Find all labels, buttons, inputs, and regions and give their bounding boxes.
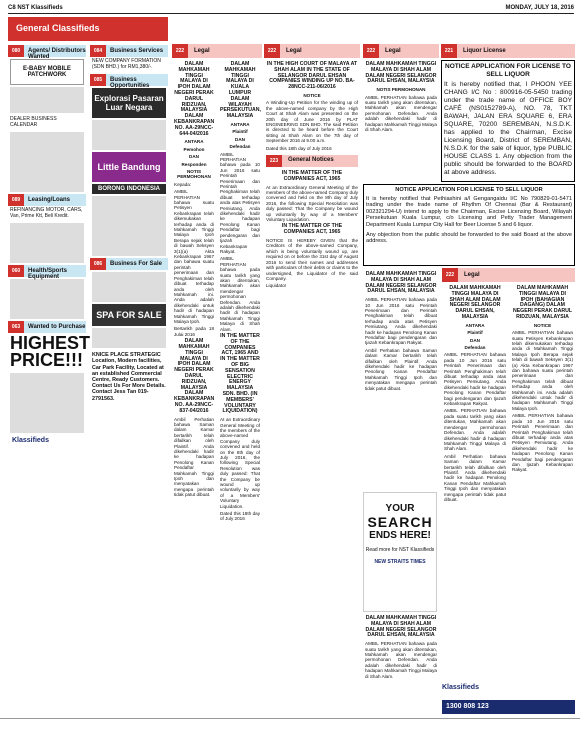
legal-column-6 (510, 284, 575, 682)
legal-column-4c (363, 614, 439, 714)
legal-title: DALAM MAHKAMAH TINGGI MALAYA DI SHAH ALAM DALAM NEGERI SELANGOR DARUL EHSAN, MALAYSIA (365, 61, 437, 85)
little-bandung-ad: Little Bandung (92, 152, 166, 182)
legal-title: IN THE MATTER OF THE COMPANIES ACT, 1965 (281, 170, 343, 182)
legal-responden: Responden (181, 161, 207, 167)
klassifieds-brand: Klassifieds (442, 684, 479, 691)
knice-place-ad: KNICE PLACE STRATEGIC Location, Modern facilities, Car Park Facility, Located at an established Commercial Centre, Ready Customers. Contact Us For More Details. Contact Jess Tan 019-2791563. (92, 352, 166, 402)
legal-column-2 (218, 60, 262, 714)
legal-title: DALAM MAHKAMAH TINGGI MALAYA DI IPOH (BAHAGIAN DAGANG) DALAM NEGERI PERAK DARUL RIDZUAN, MALAYSIA (512, 285, 573, 320)
legal-body: At an Extraordinary General Meeting of the members of the above-named Company duly convened and held on the 8th day of July 2016, the following Special Resolution was duly passed: That the Company be wound up voluntarily by way of a Members' Voluntary Liquidation. (266, 184, 358, 223)
legal-defendan: Defendan (229, 144, 251, 150)
category-label: Wanted to Purchase (28, 324, 86, 331)
general-left-subcol (8, 43, 91, 446)
section-number: 223 (266, 155, 282, 167)
category-business-sale (90, 258, 168, 270)
search-ends-here-ad (363, 492, 437, 612)
legal-body: AMBIL PERHATIAN bahawa pada 10 Jun 2016 satu Perintah Penerimaan dan Perintah Penghakiman telah dibuat terhadap anda atas Petisyen Pemiutang. Anda dikehendaki hadir ke hadapan Penolong Kanan Pendaftar bagi pendengaran dan Ijazah Kebankrapan Rakyat. (365, 297, 437, 346)
legal-notice: NOTICE (533, 322, 552, 328)
legal-body: Ambil Perhatian bahawa Saman dalam Kamar bertarikh telah difailkan oleh Plaintif. Anda dikehendaki hadir ke hadapan Penolong Kanan Pendaftar Mahkamah Tinggi Ipoh dan menyatakan mengapa perintah tidak patut dibuat. (365, 347, 437, 391)
category-label: Business For Sale (110, 261, 163, 268)
legal-column-1 (172, 60, 216, 714)
klassifieds-logo: Klassifieds (12, 437, 49, 445)
ad-nst: NEW STRAITS TIMES (374, 559, 426, 565)
section-label: Legal (464, 272, 480, 278)
spa-for-sale-ad: SPA FOR SALE (92, 304, 166, 326)
section-number: 222 (264, 44, 280, 58)
bandung-text (92, 196, 166, 256)
legal-title: DALAM MAHKAMAH TINGGI MALAYA DI SHAH ALAM DALAM NEGERI SELANGOR DARUL EHSAN, MALAYSIA (365, 615, 437, 639)
section-label: General Notices (288, 157, 334, 164)
legal-notice: NOTICE (303, 92, 321, 98)
company-formation-ad: NEW COMPANY FORMATION (SDN BHD.) for RM1,380/-. (92, 58, 161, 70)
section-legal-3 (363, 44, 439, 58)
legal-column-3 (264, 60, 360, 714)
category-label: Agents/ Distributors Wanted (28, 48, 86, 60)
category-number: 063 (8, 321, 24, 333)
section-legal-4 (442, 268, 575, 282)
legal-antara: ANTARA (184, 139, 204, 145)
ad-search: SEARCH (367, 514, 433, 530)
legal-dan: DAN (235, 136, 245, 142)
category-number: 086 (90, 258, 106, 270)
refinancing-ad: REFINANCING MOTOR, CARS, Van, Prime Ktt, Beli Kredit. (10, 207, 83, 219)
legal-dated: Dated this 18th day of July 2016 (266, 145, 332, 151)
legal-body: NOTICE IS HEREBY GIVEN that the Creditors of the above-named Company, which is being voluntarily wound up, are required on or before the 31st day of August 2016 to send their names and addresses with particulars of their debts or claims to the undersigned, the Liquidator of the said Company. (266, 238, 358, 281)
liquor-notice-objection: Any objection from the public should be forwarded to the said Board at the above address. (366, 231, 572, 245)
general-classifieds-title: General Classifieds (8, 17, 168, 41)
legal-pemohon: Pemohon (183, 146, 205, 152)
legal-dan: DAN (189, 154, 199, 160)
section-label: Legal (194, 48, 210, 54)
legal-defendan: Defendan (464, 345, 486, 350)
legal-body: Ambil Perhatian bahawa Saman dalam Kamar bertarikh telah difailkan oleh Plaintif. Anda dikehendaki hadir ke hadapan Penolong Kanan Pendaftar Mahkamah Tinggi Ipoh dan menyatakan mengapa perintah tidak patut dibuat. (174, 416, 214, 498)
category-label: Leasing/Loans (28, 197, 71, 204)
ebaby-ad: E-BABY MOBILE PATCHWORK (10, 59, 84, 85)
category-label: Health/Sports Equipment (28, 268, 68, 281)
legal-title: IN THE MATTER OF THE COMPANIES ACT, 1965 AND IN THE MATTER OF BIG SENSATION ELECTRIC ENERGY MALAYSIA SDN. BHD. (IN MEMBERS' VOLUNTARY LIQUIDATION) (220, 333, 260, 415)
wig-image (10, 132, 84, 192)
section-general-notices (266, 155, 358, 167)
legal-plaintif: Plaintif (467, 330, 483, 336)
legal-title: DALAM MAHKAMAH TINGGI MALAYA DI SHAH ALAM DALAM NEGERI SELANGOR DARUL EHSAN, MALAYSIA (365, 271, 437, 295)
legal-title: IN THE MATTER OF THE COMPANIES ACT, 1965 (281, 223, 343, 236)
category-agents (8, 45, 86, 60)
legal-notis: NOTIS PERMOHONAN (376, 87, 426, 93)
section-liquor (441, 44, 575, 58)
category-label: Business Opportunities (110, 77, 150, 90)
section-label: Liquor License (463, 48, 506, 54)
health-ad-image (10, 279, 84, 319)
liquor-notice-2 (363, 184, 575, 266)
category-leasing (8, 194, 86, 206)
business-sale-text (92, 272, 166, 302)
legal-kepada: Kepada: (174, 181, 192, 187)
legal-body: AMBIL PERHATIAN bahawa pada suatu tarikh yang akan ditentukan, Mahkamah akan mendengar permohonan Defendan. Anda adalah dikehendaki hadir di hadapan Mahkamah Tinggi Malaya di Shah Alam. (365, 94, 437, 133)
header-date: MONDAY, JULY 18, 2016 (505, 5, 574, 11)
section-number: 222 (172, 44, 188, 58)
car-image (10, 223, 84, 263)
general-right-subcol (90, 43, 168, 404)
legal-liquidator: Liquidator (266, 283, 287, 289)
category-health (8, 265, 86, 281)
liquor-notice-title: NOTICE APPLICATION FOR LICENSE TO SELL LIQUOR (395, 187, 543, 193)
section-legal-2 (264, 44, 360, 58)
legal-title: DALAM MAHKAMAH TINGGI MALAYA DI KUALA LUMPUR DALAM WILAYAH PERSEKUTUAN, MALAYSIA (220, 61, 261, 120)
legal-title: DALAM MAHKAMAH TINGGI MALAYA DI SHAH ALAM DALAM NEGERI SELANGOR DARUL EHSAN, MALAYSIA (449, 285, 501, 320)
section-number: 221 (441, 44, 457, 58)
legal-body: Ambil Perhatian bahawa Saman dalam Kamar bertarikh telah difailkan oleh Plaintif. Anda dikehendaki hadir ke hadapan Penolong Kanan Pendaftar Mahkamah Tinggi Ipoh dan menyatakan mengapa perintah tidak patut dibuat. (444, 453, 506, 502)
legal-column-4b (363, 270, 439, 490)
liquor-notice-1 (441, 60, 575, 182)
section-number: 222 (442, 268, 458, 282)
legal-dan: DAN (470, 337, 480, 343)
section-label: Legal (286, 48, 302, 54)
category-number: 085 (90, 74, 106, 86)
ebaby-image (10, 87, 84, 113)
category-label: Business Services (110, 48, 164, 54)
legal-column-4 (363, 60, 439, 180)
ad-subtext: Read more for NST Klassifieds (365, 547, 435, 553)
legal-body: AMBIL PERHATIAN bahawa suatu Petisyen Kebankrapan telah dikemukakan terhadap anda di Mahkamah Tinggi Malaya Ipoh Berapa sejak telah di bawah Seksyen 3(1)(a) Akta Kebankrapan 1967 dan bahawa suatu perintah penerimaan dan Penghakiman telah dibuat terhadap anda oleh Mahkamah ini. Anda adalah dikehendaki untuk hadir di hadapan Mahkamah Tinggi Malaya Ipoh. (174, 189, 214, 324)
gold-ad-text (10, 373, 84, 433)
category-business-opp (90, 74, 168, 90)
liquor-notice-body: It is hereby notified that, I PHOON YEE CHANG I/C No : 800916-05-5450 trading under the trade name of OFFICE BOY CAFÉ (NS0152789-A), NO. 78, TKT BAWAH, JALAN ERA SQUARE 6, ERA SQUARE, 70200 SEREMBAN, N.S.D.K. has applied to the Chairman, Excise Licensing Board, District of SEREMBAN, N.S.D.K for the sale of liquor, type PUBLIC HOUSE CLASS 1. Any objection from the public should be forwarded to the BOARD at above address. (444, 81, 572, 176)
legal-body: At an Extraordinary General Meeting of the members of the above-named Company duly convened and held on the 8th day of July 2016, the following Special Resolution was duly passed: That the Company be wound up voluntarily by way of a Members' Voluntary Liquidation. (220, 417, 260, 509)
legal-antara: ANTARA (230, 121, 250, 127)
legal-body: AMBIL PERHATIAN bahawa pada suatu tarikh yang akan ditentukan, Mahkamah akan mendengar permohonan Defendan. Anda adalah dikehendaki hadir di hadapan Mahkamah Tinggi Malaya di Shah Alam. (444, 408, 506, 452)
section-label: Legal (385, 48, 401, 54)
borong-indonesia-ad: BORONG INDONESIA (92, 184, 166, 194)
legal-title: IN THE HIGH COURT OF MALAYA AT SHAH ALAM IN THE STATE OF SELANGOR DARUL EHSAN COMPANIES WINDING UP NO. BA-28NCC-211-06/2016 (266, 61, 358, 91)
category-number: 080 (8, 45, 24, 57)
category-number: 084 (90, 45, 106, 57)
legal-plaintif: Plaintif (232, 129, 248, 135)
legal-body: AMBIL PERHATIAN bahawa pada 10 Jun 2016 satu Perintah Penerimaan dan Perintah Penghakiman telah dibuat terhadap anda atas Petisyen Pemiutang. Anda dikehendaki hadir ke hadapan Penolong Kanan Pendaftar bagi pendengaran dan Ijazah Kebankrapan Rakyat. (444, 352, 506, 407)
legal-column-5 (442, 284, 508, 682)
page-footer (0, 718, 580, 733)
liquor-notice-title: NOTICE APPLICATION FOR LICENSE TO SELL LIQUOR (445, 63, 571, 78)
legal-title: DALAM MAHKAMAH TINGGI MALAYA DI IPOH DALAM NEGERI PERAK DARUL RIDZUAN, MALAYSIA DALAM KEBANKRAPAN NO. AA-29NCC-837-04/2016 (174, 338, 215, 414)
legal-notis: NOTIS PERMOHONAN (177, 168, 211, 180)
section-number: 222 (363, 44, 379, 58)
legal-body: AMBIL PERHATIAN bahawa pada 10 Jun 2016 satu Perintah Penerimaan dan Perintah Penghakiman telah dibuat terhadap anda atas Petisyen Pemiutang. Anda dikehendaki hadir ke hadapan Penolong Kanan Pendaftar bagi pendengaran dan Ijazah Kebankrapan Rakyat. (512, 413, 573, 473)
header-left: C8 NST Klassifieds (8, 5, 63, 11)
explorasi-ad: Explorasi Pasaran Luar Negara (92, 88, 166, 118)
category-number: 060 (8, 265, 24, 277)
liquor-notice-body: It is hereby notified that Pethiashini a/l Gengangaidu I/C No 790829-01-5471 trading under the trade name of Rhythm Of Chennai (Bar & Restaurant) 002321294-U) intend to apply to the Chairman, Excise Licensing Board, Wilayah Persekutuan Kuala Lumpur, c/o Licensing and Petty Trader Management Department Kuala Lumpur City Hall for Beer License 5 and 6 liquor. (366, 195, 572, 228)
category-business-services (90, 45, 168, 57)
highest-price-ad: HIGHEST PRICE!!! (10, 333, 91, 371)
dealer-ad: DEALER BUSINESS CALENDAR (10, 116, 57, 128)
phone-number-bar: 1300 808 123 (442, 700, 575, 714)
legal-date: Bertarikh pada 18 Julai 2016 (174, 326, 214, 337)
ad-your: YOUR (385, 503, 415, 514)
legal-body: AMBIL PERHATIAN bahawa suatu Petisyen Kebankrapan telah dikemukakan terhadap anda di Mahkamah Tinggi Malaya Ipoh Berapa sejak telah di bawah Seksyen 3(1)(a) Akta Kebankrapan 1967 dan bahawa suatu perintah penerimaan dan Penghakiman telah dibuat terhadap anda oleh Mahkamah ini. Anda adalah dikehendaki untuk hadir di hadapan Mahkamah Tinggi Malaya Ipoh. (512, 330, 573, 411)
spa-text (92, 328, 166, 348)
legal-body: AMBIL PERHATIAN bahawa pada suatu tarikh yang akan ditentukan, Mahkamah akan mendengar permohonan Defendan. Anda adalah dikehendaki hadir di hadapan Mahkamah Tinggi Malaya di Shah Alam. (365, 641, 437, 679)
category-number: 089 (8, 194, 24, 206)
page-header (8, 2, 574, 14)
legal-antara: ANTARA (465, 322, 485, 328)
legal-title: DALAM MAHKAMAH TINGGI MALAYA DI IPOH DALAM NEGERI PERAK DARUL RIDZUAN, MALAYSIA DALAM KEBANKRAPAN NO. AA-29NCC-644-04/2016 (174, 61, 215, 137)
category-wanted (8, 321, 86, 333)
legal-body: AMBIL PERHATIAN bahawa pada 10 Jun 2016 satu Perintah Penerimaan dan Perintah Penghakiman telah dibuat terhadap anda atas Petisyen Pemiutang. Anda dikehendaki hadir ke hadapan Penolong Kanan Pendaftar bagi pendengaran dan Ijazah Kebankrapan Rakyat. (220, 151, 260, 254)
explorasi-text (92, 120, 166, 150)
legal-dated: Dated this 18th day of July 2016 (220, 511, 260, 522)
section-legal-1 (172, 44, 262, 58)
legal-body: A Winding-Up Petition for the winding up of the above-named company by the High Court at Shah Alam was presented on the 20th day of June 2016 by PLAT ENGINEERING SDN BHD. The said Petition is directed to be heard before the Court sitting at Shah Alam on the 7th day of September 2016 at 9.00 a.m. (266, 100, 358, 144)
general-classifieds-column (8, 17, 168, 716)
ad-ends-here: ENDS HERE! (369, 530, 431, 541)
legal-body: AMBIL PERHATIAN bahawa pada suatu tarikh yang akan ditentukan, Mahkamah akan mendengar permohonan Defendan. Anda adalah dikehendaki hadir di hadapan Mahkamah Tinggi Malaya di Shah Alam. (220, 256, 260, 332)
